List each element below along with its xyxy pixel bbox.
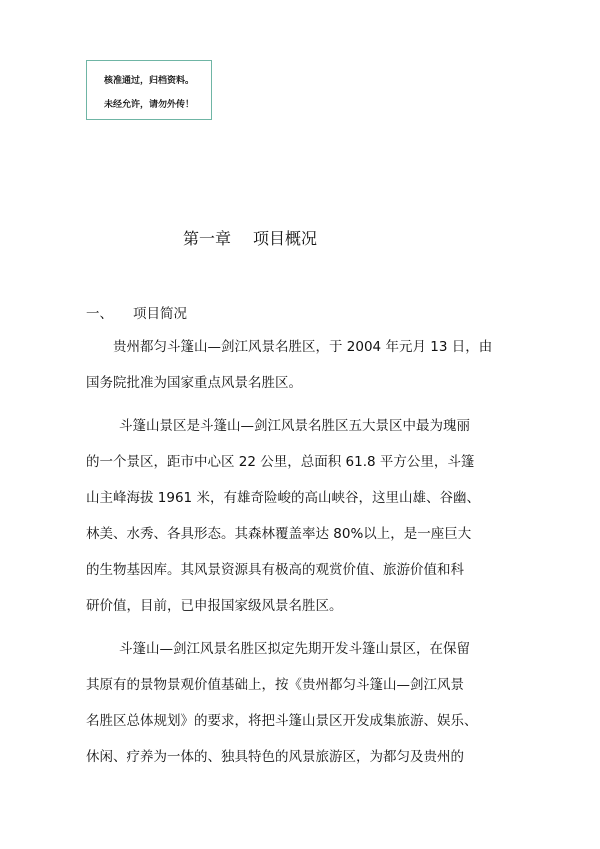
section-heading [86, 302, 187, 322]
body-line: 的一个景区，距市中心区 22 公里，总面积 61.8 平方公里，斗篷 [86, 454, 475, 470]
stamp-line-1: 核准通过，归档资料。 [103, 76, 194, 86]
body-line: 贵州都匀斗篷山—剑江风景名胜区，于 2004 年元月 13 日，由 [113, 339, 493, 355]
body-line: 名胜区总体规划》的要求，将把斗篷山景区开发成集旅游、娱乐、 [86, 713, 478, 729]
approval-stamp [86, 60, 212, 120]
chapter-title [183, 226, 317, 249]
body-line: 其原有的景物景观价值基础上，按《贵州都匀斗篷山—剑江风景 [86, 677, 464, 693]
body-line: 斗篷山—剑江风景名胜区拟定先期开发斗篷山景区，在保留 [119, 641, 470, 657]
chapter-number: 第一章 [183, 229, 232, 248]
body-line: 研价值，目前，已申报国家级风景名胜区。 [86, 598, 343, 614]
body-line: 国务院批准为国家重点风景名胜区。 [86, 375, 302, 391]
section-title: 项目简况 [133, 306, 187, 322]
body-line: 的生物基因库。其风景资源具有极高的观赏价值、旅游价值和科 [86, 562, 464, 578]
body-line: 山主峰海拔 1961 米，有雄奇险峻的高山峡谷，这里山雄、谷幽、 [86, 490, 480, 506]
body-line: 林美、水秀、各具形态。其森林覆盖率达 80%以上，是一座巨大 [86, 526, 472, 542]
chapter-name: 项目概况 [253, 229, 318, 248]
stamp-line-2: 未经允许，请勿外传！ [103, 100, 194, 110]
section-number: 一、 [86, 306, 113, 322]
body-line: 休闲、疗养为一体的、独具特色的风景旅游区，为都匀及贵州的 [86, 749, 464, 765]
body-line: 斗篷山景区是斗篷山—剑江风景名胜区五大景区中最为瑰丽 [119, 418, 470, 434]
